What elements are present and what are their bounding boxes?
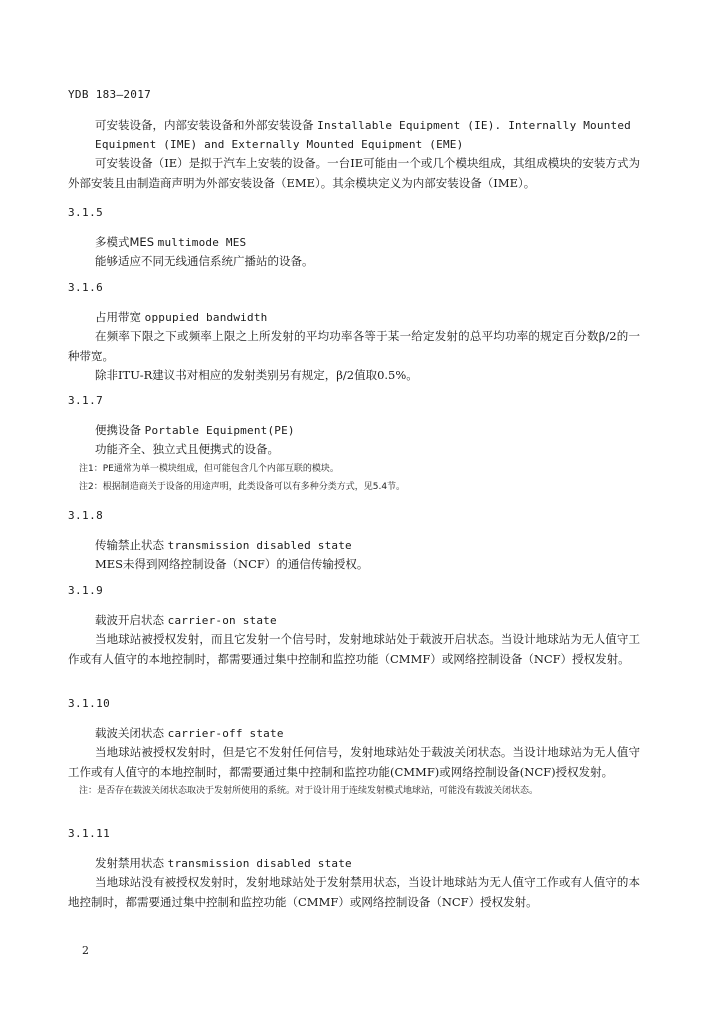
term-cn: 占用带宽 (95, 310, 141, 324)
term-en: carrier-off state (167, 727, 284, 740)
term-cn: 载波关闭状态 (95, 726, 164, 740)
intro-entry (68, 116, 640, 193)
clause-number: 3.1.11 (68, 827, 111, 840)
intro-term-en: Installable Equipment (IE). Internally Mounted Equipment (IME) and Externally Mounted Equipment (EME) (95, 119, 631, 151)
term-en: transmission disabled state (167, 857, 352, 870)
term-en: transmission disabled state (167, 539, 352, 552)
clause-number: 3.1.9 (68, 584, 104, 597)
term-heading (68, 421, 640, 440)
term-heading (68, 854, 640, 873)
entry-3-1-8 (68, 505, 640, 575)
term-heading (68, 724, 640, 743)
clause-number: 3.1.5 (68, 206, 104, 219)
term-heading (68, 536, 640, 555)
clause-number: 3.1.7 (68, 394, 104, 407)
note: 注：是否存在载波关闭状态取决于发射所使用的系统。对于设计用于连续发射模式地球站，可能没有载波关闭状态。 (79, 786, 539, 796)
clause-number: 3.1.10 (68, 697, 111, 710)
definition: 当地球站被授权发射，而且它发射一个信号时，发射地球站处于载波开启状态。当设计地球站为无人值守工作或有人值守的本地控制时，都需要通过集中控制和监控功能（CMMF）或网络控制设备（NCF）授权发射。 (68, 632, 640, 666)
entry-3-1-7 (68, 390, 640, 496)
entry-3-1-6 (68, 277, 640, 386)
definition: MES未得到网络控制设备（NCF）的通信传输授权。 (95, 557, 369, 571)
definition: 能够适应不同无线通信系统广播站的设备。 (95, 254, 314, 268)
term-en: multimode MES (157, 236, 247, 249)
page-number: 2 (82, 944, 89, 957)
entry-3-1-10 (68, 693, 640, 800)
entry-3-1-5 (68, 202, 640, 272)
term-en: oppupied bandwidth (144, 311, 268, 324)
definition: 当地球站被授权发射时，但是它不发射任何信号，发射地球站处于载波关闭状态。当设计地球站为无人值守工作或有人值守的本地控制时，都需要通过集中控制和监控功能(CMMF)或网络控制设备(NCF)授权发射。 (68, 745, 640, 779)
clause-number: 3.1.6 (68, 281, 104, 294)
term-cn: 发射禁用状态 (95, 856, 164, 870)
term-cn: 传输禁止状态 (95, 538, 164, 552)
intro-term (68, 116, 640, 154)
note-1: 注1：PE通常为单一模块组成，但可能包含几个内部互联的模块。 (79, 463, 339, 474)
term-heading (68, 611, 640, 630)
term-heading (68, 308, 640, 327)
intro-definition: 可安装设备（IE）是拟于汽车上安装的设备。一台IE可能由一个或几个模块组成，其组成模块的安装方式为外部安装且由制造商声明为外部安装设备（EME）。其余模块定义为内部安装设备（IME）。 (68, 156, 640, 190)
entry-3-1-9 (68, 580, 640, 669)
term-cn: 载波开启状态 (95, 613, 164, 627)
term-heading (68, 233, 640, 252)
note-2: 注2：根据制造商关于设备的用途声明，此类设备可以有多种分类方式，见5.4节。 (79, 481, 406, 492)
definition: 在频率下限之下或频率上限之上所发射的平均功率各等于某一给定发射的总平均功率的规定百分数β/2的一种带宽。 (68, 329, 640, 363)
document-header: YDB 183—2017 (68, 88, 152, 101)
term-en: carrier-on state (167, 614, 277, 627)
term-en: Portable Equipment(PE) (144, 424, 295, 437)
term-cn: 便携设备 (95, 423, 141, 437)
entry-3-1-11 (68, 823, 640, 912)
intro-term-cn: 可安装设备，内部安装设备和外部安装设备 (95, 118, 314, 132)
clause-number: 3.1.8 (68, 509, 104, 522)
definition: 功能齐全、独立式且便携式的设备。 (95, 442, 279, 456)
definition: 除非ITU-R建议书对相应的发射类别另有规定，β/2值取0.5%。 (95, 368, 418, 382)
definition: 当地球站没有被授权发射时，发射地球站处于发射禁用状态，当设计地球站为无人值守工作或有人值守的本地控制时，都需要通过集中控制和监控功能（CMMF）或网络控制设备（NCF）授权发射。 (68, 875, 640, 909)
term-cn: 多模式MES (95, 235, 154, 249)
